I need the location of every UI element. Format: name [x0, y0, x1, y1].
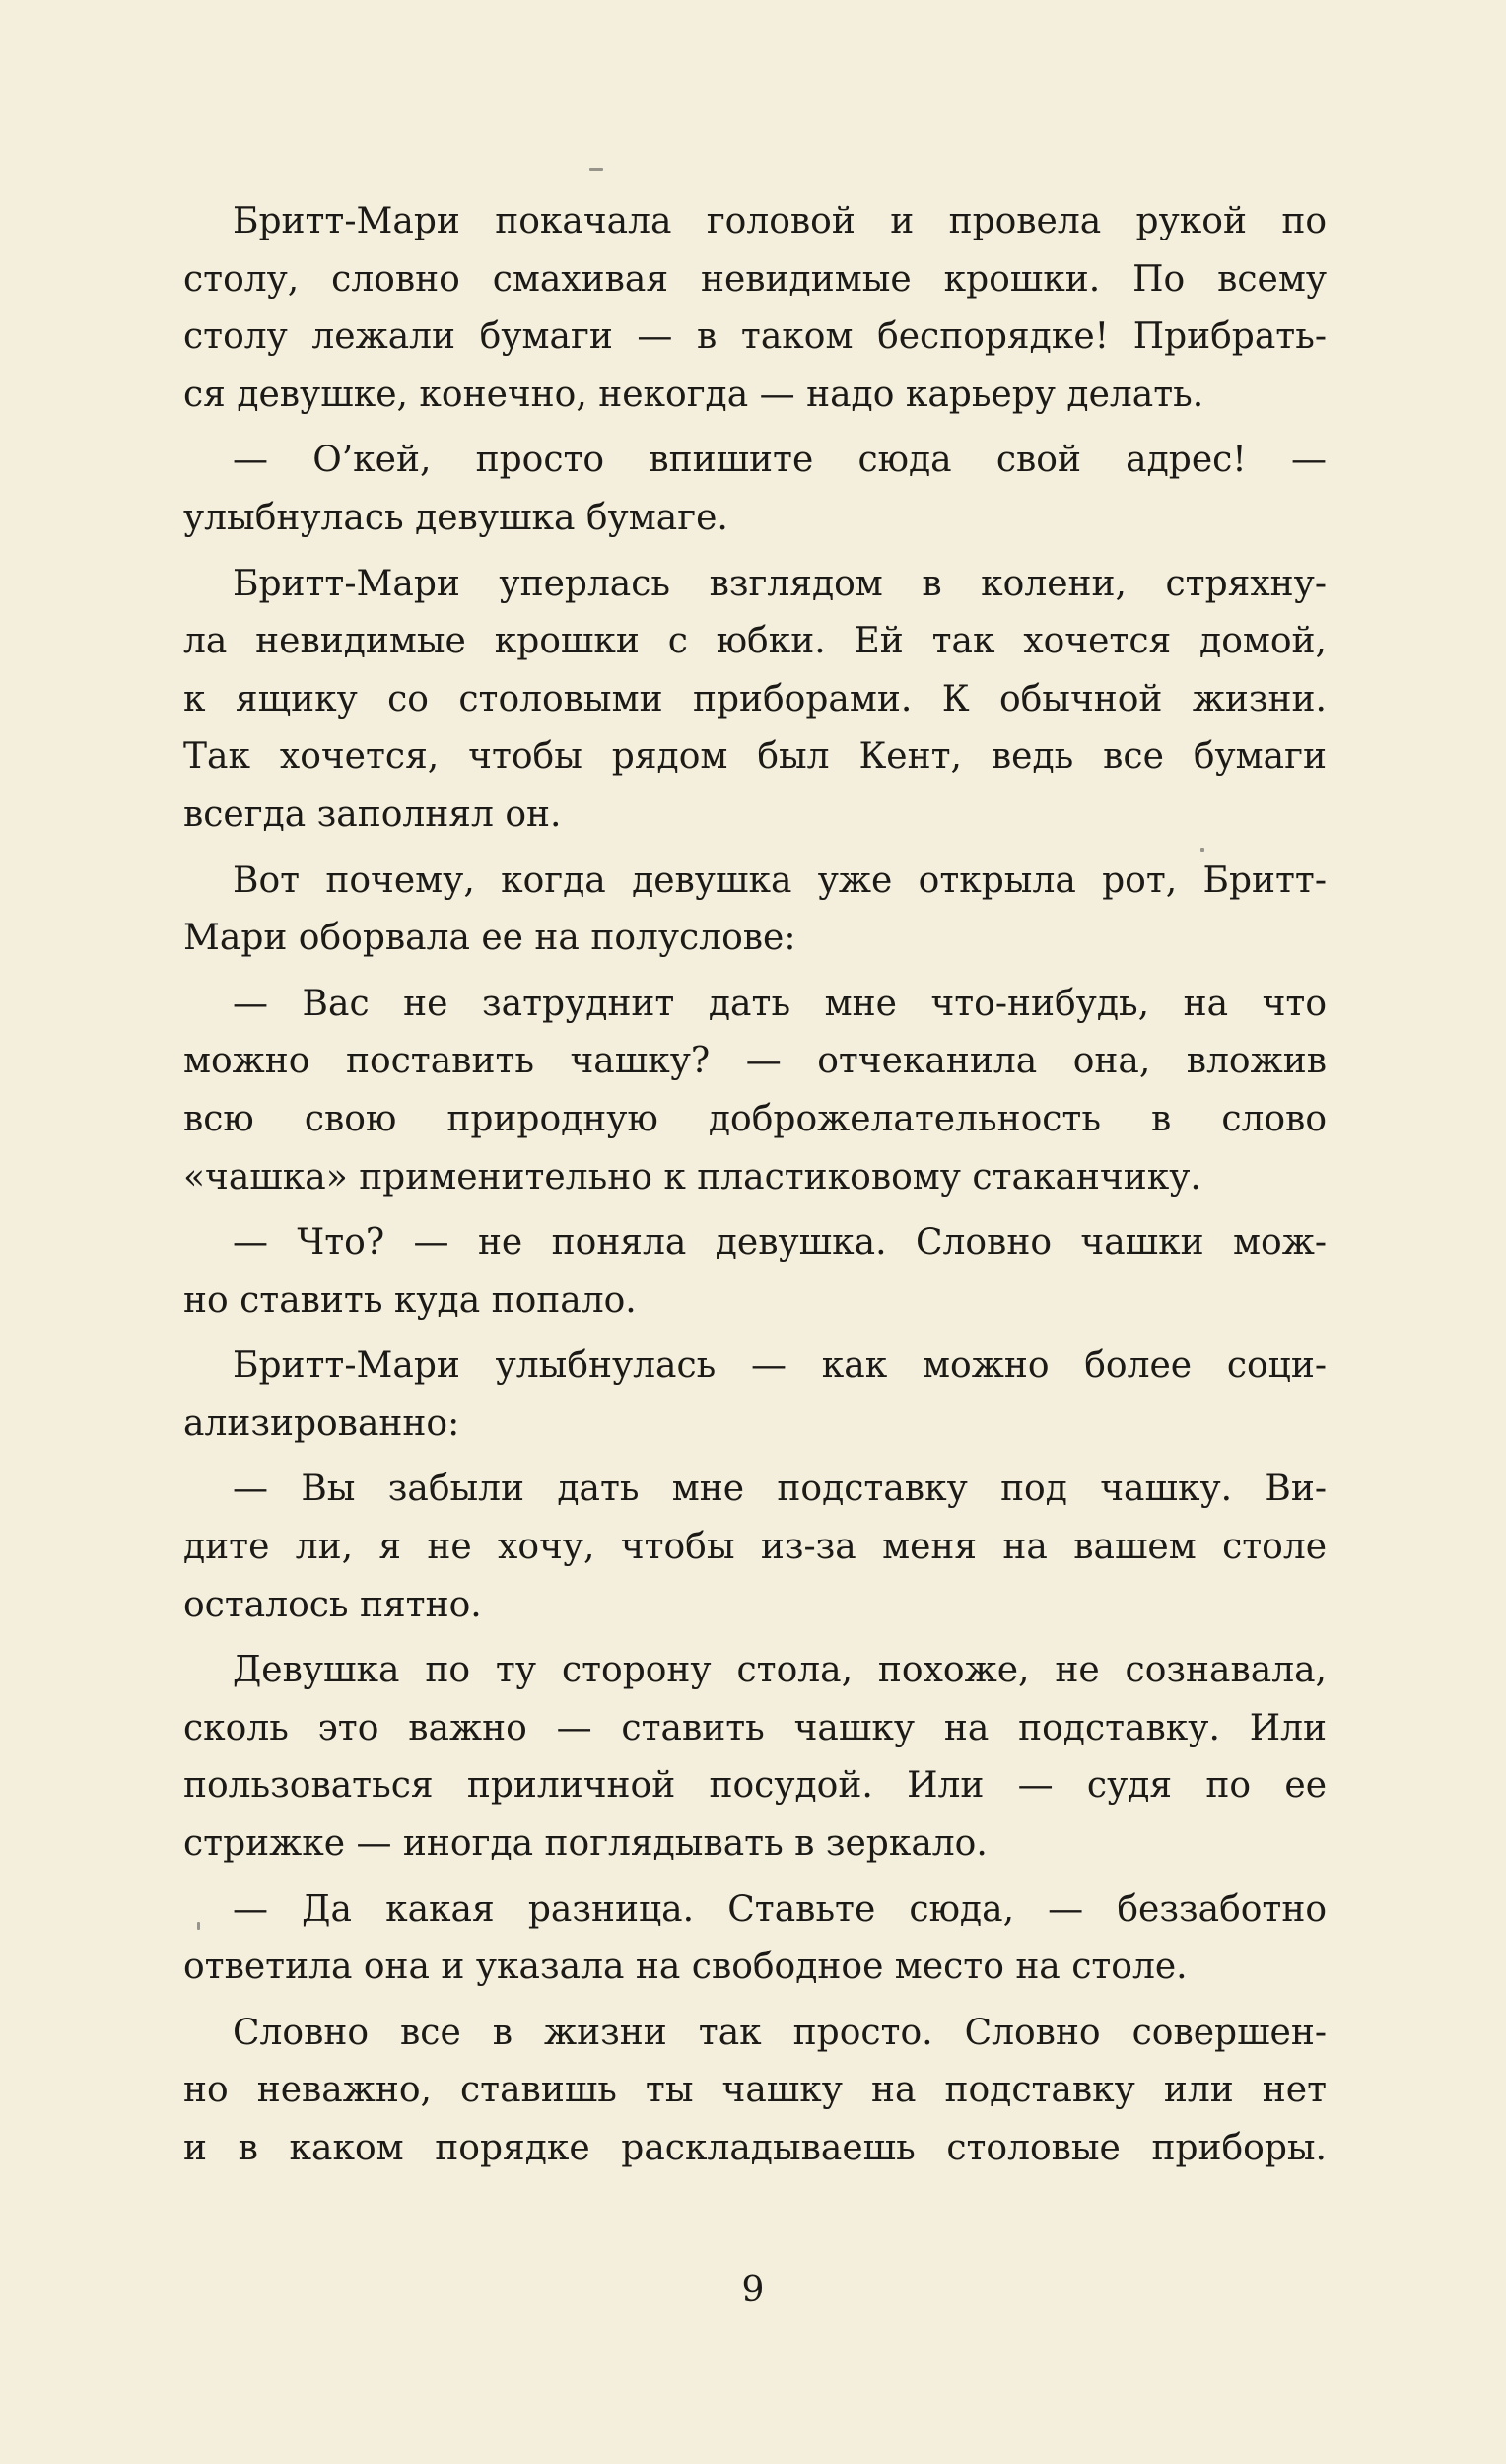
- paragraph-gap: [183, 1874, 1327, 1882]
- text-line: осталось пятно.: [183, 1584, 482, 1625]
- paragraph-gap: [183, 548, 1327, 556]
- paragraph-gap: [183, 1453, 1327, 1461]
- text-line: и в каком порядке раскладываешь столовые приборы.: [183, 2128, 1327, 2168]
- text-line: к ящику со столовыми приборами. К обычной жизни.: [183, 678, 1327, 719]
- paragraph-gap: [183, 424, 1327, 432]
- text-line: ся девушке, конечно, некогда — надо карьеру делать.: [183, 374, 1204, 415]
- print-speck: [589, 168, 603, 171]
- text-line: но ставить куда попало.: [183, 1279, 637, 1321]
- text-line: дите ли, я не хочу, чтобы из-за меня на вашем столе: [183, 1527, 1327, 1568]
- text-line: Так хочется, чтобы рядом был Кент, ведь все бумаги: [183, 736, 1327, 778]
- text-line: можно поставить чашку? — отчеканила она, вложив: [183, 1041, 1327, 1082]
- text-line: улыбнулась девушка бумаге.: [183, 497, 728, 538]
- text-line: Бритт-Мари уперлась взглядом в колени, стряхну-: [233, 563, 1327, 604]
- paragraph-gap: [183, 1206, 1327, 1214]
- body-text: [183, 193, 1327, 2178]
- text-line: — Вас не затруднит дать мне что-нибудь, на что: [233, 983, 1327, 1024]
- text-line: Бритт-Мари улыбнулась — как можно более соци-: [233, 1345, 1327, 1387]
- text-line: «чашка» применительно к пластиковому стаканчику.: [183, 1156, 1201, 1198]
- text-line: ответила она и указала на свободное место на столе.: [183, 1947, 1188, 1988]
- text-line: Словно все в жизни так просто. Словно совершен-: [233, 2012, 1327, 2053]
- text-line: сколь это важно — ставить чашку на подставку. Или: [183, 1707, 1327, 1748]
- text-line: стрижке — иногда поглядывать в зеркало.: [183, 1823, 988, 1865]
- text-line: Мари оборвала ее на полуслове:: [183, 918, 796, 959]
- text-line: но неважно, ставишь ты чашку на подставку или нет: [183, 2070, 1327, 2111]
- text-line: — Да какая разница. Ставьте сюда, — беззаботно: [233, 1888, 1327, 1930]
- paragraph-gap: [183, 1997, 1327, 2005]
- text-line: столу лежали бумаги — в таком беспорядке! Прибрать-: [183, 316, 1327, 358]
- text-line: Девушка по ту сторону стола, похоже, не сознавала,: [233, 1650, 1327, 1691]
- text-line: столу, словно смахивая невидимые крошки. По всему: [183, 258, 1327, 300]
- paragraph-gap: [183, 845, 1327, 853]
- text-line: — Вы забыли дать мне подставку под чашку. Ви-: [233, 1469, 1327, 1510]
- text-line: всегда заполнял он.: [183, 793, 562, 835]
- text-line: пользоваться приличной посудой. Или — судя по ее: [183, 1765, 1327, 1807]
- text-line: ла невидимые крошки с юбки. Ей так хочется домой,: [183, 621, 1327, 662]
- text-line: всю свою природную доброжелательность в слово: [183, 1098, 1327, 1139]
- text-line: — Что? — не поняла девушка. Словно чашки мож-: [233, 1222, 1327, 1264]
- text-line: Вот почему, когда девушка уже открыла рот, Бритт-: [233, 859, 1327, 901]
- page-number: 9: [741, 2270, 765, 2310]
- text-line: — О’кей, просто впишите сюда свой адрес! —: [233, 440, 1327, 481]
- paragraph-gap: [183, 1634, 1327, 1642]
- paragraph-gap: [183, 968, 1327, 976]
- text-line: Бритт-Мари покачала головой и провела рукой по: [233, 201, 1327, 241]
- text-line: ализированно:: [183, 1403, 460, 1444]
- paragraph-gap: [183, 1330, 1327, 1337]
